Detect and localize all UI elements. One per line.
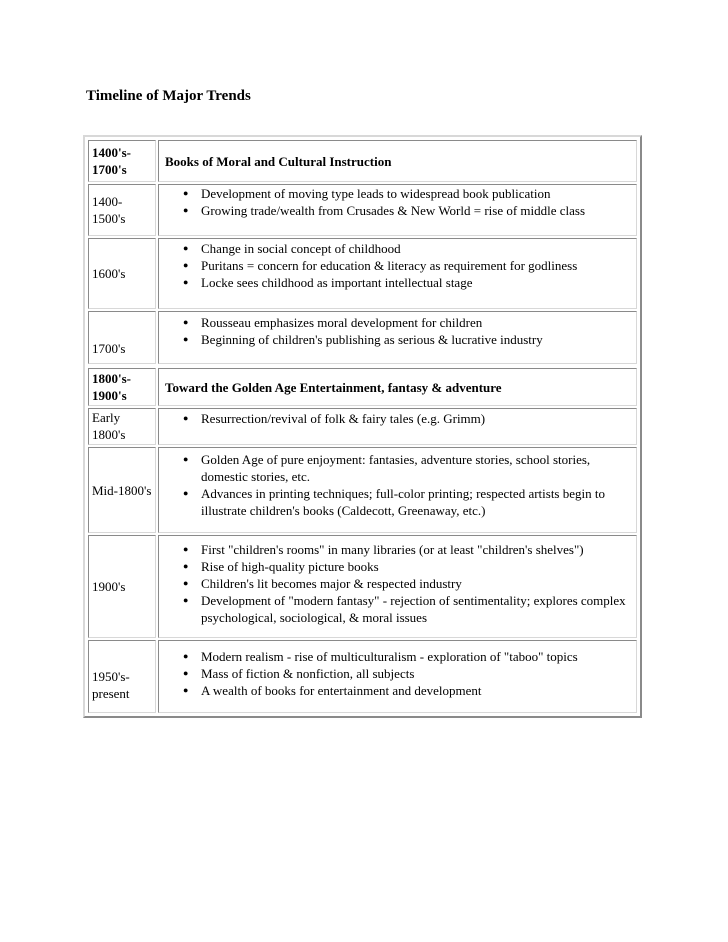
- list-item: ● Change in social concept of childhood: [183, 241, 401, 256]
- period-era-cell: [88, 408, 156, 445]
- period-era-cell: [88, 311, 156, 364]
- bullet-icon: ●: [183, 454, 189, 464]
- period-items-cell: [158, 408, 637, 445]
- timeline-table: [83, 135, 642, 718]
- list-item: ● Mass of fiction & nonfiction, all subjects: [183, 666, 415, 681]
- bullet-icon: ●: [183, 260, 189, 270]
- period-items-cell: [158, 640, 637, 713]
- bullet-list: [159, 648, 638, 699]
- section-heading: Toward the Golden Age Entertainment, fantasy & adventure: [165, 379, 502, 395]
- section-era-label: 1400's-1700's: [92, 145, 131, 177]
- period-era-label: 1900's: [92, 579, 126, 594]
- list-item: ● Development of moving type leads to widespread book publication: [183, 186, 551, 201]
- list-item: ● Children's lit becomes major & respected industry: [183, 576, 462, 591]
- period-era-label: 1950's-present: [92, 668, 130, 701]
- period-era-cell: [88, 238, 156, 309]
- bullet-icon: ●: [183, 188, 189, 198]
- bullet-icon: ●: [183, 685, 189, 695]
- section-heading: Books of Moral and Cultural Instruction: [165, 153, 392, 169]
- bullet-icon: ●: [183, 277, 189, 287]
- bullet-icon: ●: [183, 413, 189, 423]
- list-item: ● Modern realism - rise of multiculturalism - exploration of "taboo" topics: [183, 649, 578, 664]
- bullet-icon: ●: [183, 488, 189, 498]
- period-items-cell: [158, 311, 637, 364]
- period-items-cell: [158, 447, 637, 533]
- list-item: ● Golden Age of pure enjoyment: fantasies, adventure stories, school stories, domestic stories, etc.: [183, 452, 591, 484]
- bullet-icon: ●: [183, 651, 189, 661]
- bullet-icon: ●: [183, 205, 189, 215]
- bullet-list: [159, 185, 638, 219]
- bullet-list: [159, 541, 638, 626]
- page-title: Timeline of Major Trends: [86, 88, 251, 104]
- list-item: ● Advances in printing techniques; full-color printing; respected artists begin to illustrate children's books (Caldecott, Greenaway, etc.): [183, 486, 605, 518]
- period-era-cell: [88, 447, 156, 533]
- period-items-cell: [158, 184, 637, 236]
- list-item: ● Puritans = concern for education & literacy as requirement for godliness: [183, 258, 578, 273]
- period-era-label: Mid-1800's: [92, 482, 152, 498]
- list-item: ● Growing trade/wealth from Crusades & New World = rise of middle class: [183, 203, 586, 218]
- list-item: ● Rousseau emphasizes moral development for children: [183, 315, 483, 330]
- bullet-icon: ●: [183, 561, 189, 571]
- list-item: ● First "children's rooms" in many libraries (or at least "children's shelves"): [183, 542, 584, 557]
- bullet-icon: ●: [183, 668, 189, 678]
- bullet-icon: ●: [183, 544, 189, 554]
- period-era-label: 1700's: [92, 341, 126, 356]
- section-era-cell: [88, 368, 156, 406]
- period-items-cell: [158, 238, 637, 309]
- period-era-label: 1400-1500's: [92, 194, 126, 226]
- list-item: ● Beginning of children's publishing as serious & lucrative industry: [183, 332, 543, 347]
- bullet-list: [159, 240, 638, 291]
- list-item: ● A wealth of books for entertainment and development: [183, 683, 482, 698]
- list-item: ● Locke sees childhood as important intellectual stage: [183, 275, 473, 290]
- section-heading-cell: [158, 140, 637, 182]
- period-items-cell: [158, 535, 637, 638]
- bullet-icon: ●: [183, 595, 189, 605]
- list-item: ● Rise of high-quality picture books: [183, 559, 379, 574]
- bullet-icon: ●: [183, 578, 189, 588]
- period-era-cell: [88, 184, 156, 236]
- list-item: ● Resurrection/revival of folk & fairy tales (e.g. Grimm): [183, 411, 486, 426]
- section-era-label: 1800's-1900's: [92, 371, 131, 403]
- period-era-cell: [88, 640, 156, 713]
- period-era-cell: [88, 535, 156, 638]
- bullet-icon: ●: [183, 243, 189, 253]
- bullet-icon: ●: [183, 317, 189, 327]
- section-era-cell: [88, 140, 156, 182]
- list-item: ● Development of "modern fantasy" - rejection of sentimentality; explores complex psychological, sociological, & moral issues: [183, 593, 626, 625]
- period-era-label: 1600's: [92, 266, 126, 281]
- bullet-icon: ●: [183, 334, 189, 344]
- bullet-list: [159, 410, 638, 427]
- period-era-label: Early 1800's: [92, 410, 126, 442]
- bullet-list: [159, 314, 638, 348]
- section-heading-cell: [158, 368, 637, 406]
- bullet-list: [159, 451, 638, 519]
